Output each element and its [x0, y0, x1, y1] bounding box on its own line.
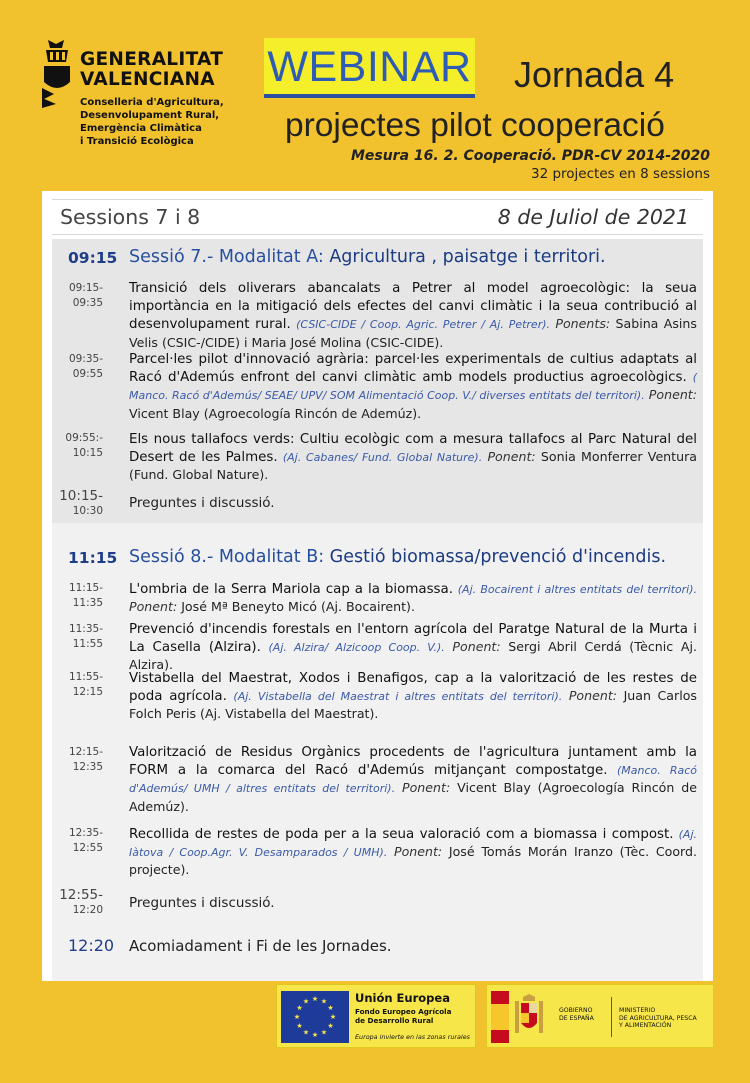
session-7-title-topic: Agricultura , paisatge i territori.: [329, 247, 606, 267]
eu-funding-logo: [276, 984, 476, 1048]
spain-flag-icon: [491, 991, 509, 1043]
svg-text:★: ★: [311, 1031, 319, 1039]
agenda-item: Parcel·les pilot d'innovació agrària: parcel·les experimentals de cultius adaptats al Racó d'Ademús enfront del canvi climàtic amb models productius agroecològics. ( Manco. Racó d'Ademús/ SEAE/ UPV/ SOM Alimentació Coop. V./ diverses entitats del territori). Ponent: Vicent Blay (Agroecología Rincón de Ademúz).: [129, 352, 697, 421]
agenda-item: L'ombria de la Serra Mariola cap a la biomassa. (Aj. Bocairent i altres entitats del territori). Ponent: José Mª Beneyto Micó (Aj. Bocairent).: [129, 582, 697, 615]
program-card: [42, 191, 713, 981]
spain-ministry-logo: [486, 984, 714, 1048]
org-sub-3: Emergència Climàtica: [80, 123, 202, 134]
slot-time: 10:15- 10:30: [59, 488, 103, 517]
generalitat-logo: [40, 38, 240, 148]
jornada-title: Jornada 4: [514, 54, 675, 95]
session-8-title: [129, 547, 666, 567]
agenda-item: Transició dels oliverars abancalats a Petrer al model agroecològic: la seua importància en la mitigació dels efectes del canvi climàtic i la seua contribució al desenvolupament rural. (CSIC-CIDE / Coop. Agric. Petrer / Aj. Petrer). Ponents: Sabina Asins Velis (CSIC-/CIDE) i Maria José Molina (CSIC-CIDE).: [129, 281, 697, 350]
session-8-title-topic: Gestió biomassa/prevenció d'incendis.: [329, 547, 667, 567]
eu-title: Unión Europea: [355, 991, 450, 1005]
event-date: 8 de Juliol de 2021: [497, 205, 689, 229]
gobierno-line-1: GOBIERNO: [559, 1007, 593, 1014]
svg-text:★: ★: [327, 1004, 334, 1012]
eu-slogan: Europa invierte en las zonas rurales: [355, 1033, 470, 1041]
slot-time: 12:15- 12:35: [68, 746, 103, 773]
ministry-line-3: Y ALIMENTACIÓN: [619, 1022, 672, 1029]
org-sub-4: i Transició Ecològica: [80, 136, 194, 147]
svg-text:★: ★: [327, 1022, 334, 1030]
card-header: [52, 199, 703, 235]
agenda-item: Valorització de Residus Orgànics procedents de l'agricultura juntament amb la FORM a la comarca del Racó d'Ademús mitjançant compostatge. (Manco. Racó d'Ademús/ UMH / altres entitats del territori). Ponent: Vicent Blay (Agroecología Rincón de Ademúz).: [129, 745, 698, 814]
generalitat-emblem-icon: [40, 38, 74, 108]
measure-subtitle: Mesura 16. 2. Cooperació. PDR-CV 2014-2020: [350, 148, 710, 164]
session-7-title: [129, 247, 606, 267]
slot-time: 11:15- 11:35: [68, 582, 103, 609]
session-7-time: 09:15: [68, 249, 118, 267]
ministry-line-1: MINISTERIO: [619, 1007, 656, 1014]
slot-time: 09:35- 09:55: [68, 353, 103, 380]
session-7-title-prefix: Sessió 7.- Modalitat A:: [129, 247, 330, 267]
ministry-line-2: DE AGRICULTURA, PESCA: [619, 1014, 697, 1022]
session-8-title-prefix: Sessió 8.- Modalitat B:: [129, 547, 330, 567]
agenda-item: Els nous tallafocs verds: Cultiu ecològic com a mesura tallafocs al Parc Natural del Desert de les Palmes. (Aj. Cabanes/ Fund. Global Nature). Ponent: Sonia Monferrer Ventura (Fund. Global Nature).: [129, 432, 697, 483]
session-8-time: 11:15: [68, 549, 118, 567]
logo-divider: [611, 997, 612, 1037]
svg-text:★: ★: [329, 1013, 337, 1021]
slot-time: 09:55:- 10:15: [65, 432, 103, 459]
session-7-block: [52, 239, 703, 523]
svg-text:★: ★: [320, 1028, 328, 1037]
org-title-2: VALENCIANA: [80, 69, 215, 90]
slot-time: 11:55- 12:15: [68, 671, 103, 698]
questions-item: Preguntes i discussió.: [129, 495, 275, 511]
svg-text:★: ★: [293, 1013, 301, 1021]
session-8-block: [52, 523, 703, 981]
slot-time: 12:55- 12:20: [59, 887, 103, 916]
slot-time: 09:15- 09:35: [68, 282, 103, 309]
svg-text:★: ★: [311, 995, 319, 1003]
spain-coat-of-arms-icon: [513, 993, 545, 1041]
sessions-label: Sessions 7 i 8: [60, 205, 201, 229]
org-sub-1: Conselleria d'Agricultura,: [80, 97, 224, 108]
questions-item: Preguntes i discussió.: [129, 895, 275, 911]
closing-time: 12:20: [68, 936, 115, 955]
gobierno-line-2: DE ESPAÑA: [559, 1014, 594, 1022]
svg-text:★: ★: [296, 1004, 303, 1012]
org-sub-2: Desenvolupament Rural,: [80, 110, 220, 121]
agenda-item: Vistabella del Maestrat, Xodos i Benafigos, cap a la valorització de les restes de poda agrícola. (Aj. Vistabella del Maestrat i altres entitats del territori). Ponent: Juan Carlos Folch Peris (Aj. Vistabella del Maestrat).: [129, 671, 697, 722]
agenda-item: Recollida de restes de poda per a la seua valoració com a biomassa i compost. (Aj. Iàtova / Coop.Agr. V. Desamparados / UMH). Ponent: José Tomás Morán Iranzo (Tèc. Coord. projecte).: [129, 827, 697, 878]
page-title: projectes pilot cooperació: [285, 107, 665, 144]
projects-count: 32 projectes en 8 sessions: [531, 166, 710, 182]
agenda-item: Prevenció d'incendis forestals en l'entorn agrícola del Paratge Natural de la Murta i La Casella (Alzira). (Aj. Alzira/ Alzicoop Coop. V.). Ponent: Sergi Abril Cerdá (Tècnic Aj. Alzira).: [129, 622, 697, 673]
closing-text: Acomiadament i Fi de les Jornades.: [129, 937, 392, 955]
eu-fund-line-2: de Desarrollo Rural: [355, 1016, 434, 1025]
svg-text:★: ★: [320, 997, 328, 1006]
eu-fund-line-1: Fondo Europeo Agrícola: [355, 1007, 452, 1016]
org-title-1: GENERALITAT: [80, 49, 224, 70]
eu-flag-icon: [281, 991, 349, 1043]
slot-time: 12:35- 12:55: [68, 827, 103, 854]
slot-time: 11:35- 11:55: [68, 623, 103, 650]
webinar-banner: WEBINAR: [264, 38, 475, 98]
svg-text:★: ★: [296, 1022, 303, 1030]
svg-text:★: ★: [302, 997, 310, 1006]
svg-text:★: ★: [302, 1028, 310, 1037]
